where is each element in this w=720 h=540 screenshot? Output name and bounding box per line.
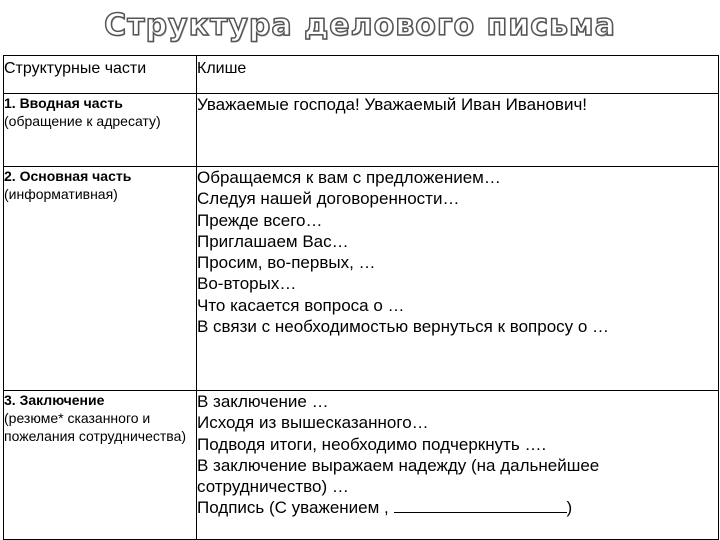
cliche-phrase: В заключение … [197,392,329,411]
cliche-phrase: Исходя из вышесказанного… [197,413,429,433]
part-cell [4,167,197,391]
page-title: Структура делового письма [104,8,616,43]
cliche-phrase: В заключение выражаем надежду (на дальнейшее сотрудничество) … [197,455,600,497]
part-title: 2. Основная часть [4,168,132,184]
header-cell-cliches [197,56,719,94]
header-parts: Структурные части [4,60,147,77]
header-cell-parts [4,56,197,94]
signature-close: ) [566,498,573,518]
part-cell [4,94,197,167]
cliche-phrase: Во-вторых… [197,274,297,294]
cliche-cell [197,94,719,167]
part-cell [4,391,197,540]
cliche-cell [197,391,719,540]
part-note: (обращение к адресату) [4,113,161,129]
part-note: (информативная) [4,186,118,202]
cliche-phrase: Приглашаем Вас… [197,231,349,251]
header-cliches: Клише [197,60,247,77]
cliche-phrase: Что касается вопроса о … [197,295,405,315]
table-row [4,167,719,391]
table-row [4,94,719,167]
cliche-cell [197,167,719,391]
signature-text: Подпись (С уважением , [197,498,389,518]
cliche-phrase: Уважаемые господа! Уважаемый Иван Иванович! [197,95,588,114]
cliche-phrase: Следуя нашей договоренности… [197,189,460,209]
part-title: 1. Вводная часть [4,95,123,111]
structure-table [3,55,719,540]
cliche-phrase: Подводя итоги, необходимо подчеркнуть …. [197,434,547,454]
signature-line [197,497,718,518]
signature-blank [394,498,567,513]
part-note: (резюме* сказанного и пожелания сотрудничества) [4,410,187,444]
table-row [4,391,719,540]
part-title: 3. Заключение [4,392,105,408]
table-header-row [4,56,719,94]
cliche-phrase: В связи с необходимостью вернуться к вопросу о … [197,317,610,337]
cliche-phrase: Прежде всего… [197,210,323,230]
cliche-phrase: Просим, во-первых, … [197,253,376,273]
cliche-phrase: Обращаемся к вам с предложением… [197,168,501,187]
